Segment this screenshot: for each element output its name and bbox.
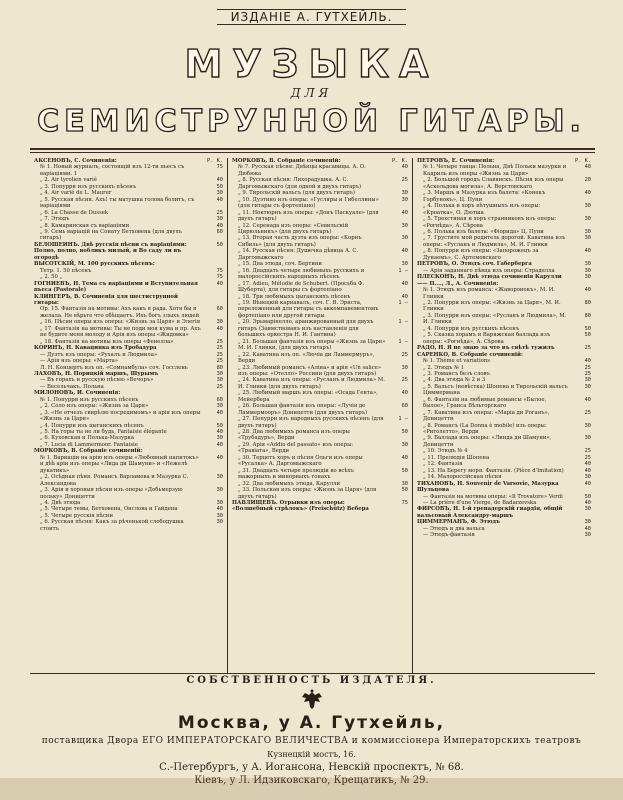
item-price: 30 — [401, 261, 408, 268]
item-title: „ 3. «Не отчезъ свирѣлю посредимомъ» и арія изъ оперы «Жизнь за Царя» — [40, 409, 201, 423]
item-price: 40 — [216, 325, 223, 332]
item-price: 40 — [584, 164, 591, 171]
item-price: 25 — [216, 338, 223, 345]
item-price: 75 — [401, 500, 408, 507]
ownership-notice: СОБСТВЕННОСТЬ ИЗДАТЕЛЯ. — [186, 675, 437, 686]
item-price: 30 — [584, 203, 591, 210]
item-title: — Арія изъ оперы: «Марта» — [40, 358, 119, 365]
item-title: „ 22. Каватина изъ оп. «Лючіа ди Ламмермуръ», Верди — [238, 351, 375, 365]
catalogue-item — [232, 197, 408, 210]
item-title: — Этюдъ-фантазія — [423, 532, 475, 539]
item-title: ГОГНИЕВЪ, Н. Тема съ варіаціями и Вступительная пьеса (Pastorale) — [34, 280, 198, 294]
item-title: „ 4. Два этюда № 2 и 3 — [423, 377, 486, 384]
item-title: „ 6. Русская пѣсня: Какъ за рѣченькой слободушка стоитъ — [40, 519, 184, 532]
item-title: — Арія заданнаго пѣвца изъ оперы: Страделла — [423, 267, 555, 274]
item-title: „ 12. Серенада изъ оперы: «Севильскій Цирюльникъ» (для двухъ гитаръ) — [238, 222, 349, 235]
item-title: —— П...., Л., А. Сочиненія: — [417, 280, 499, 287]
item-title: „ 32. Два любимыхъ этюда, Карулли — [238, 480, 341, 487]
item-title: „ 4. Air varié de L. Maurer — [40, 190, 112, 197]
item-title: „ 2. Air tyrolien varié — [40, 177, 97, 184]
catalogue-item — [232, 223, 408, 236]
imprint-address-petersburg: С.-Петербургъ, у А. Иогансона, Невскій проспектъ, № 68. — [159, 762, 464, 773]
item-price: 60 — [216, 228, 223, 235]
item-title: „ 13. На Берегу моря. Фантазія. (Pièce d'Imitation) — [423, 467, 564, 474]
item-title: „ 16. Двадцать четыре любимыхъ русскихъ и малороссійскихъ народныхъ пѣсенъ — [238, 267, 365, 281]
item-price: 25 — [401, 351, 408, 358]
item-title: „ 10. Этюдъ № 4 — [423, 448, 468, 455]
item-title: ПЕТРОВЪ, Е. Сочиненія: — [417, 158, 495, 164]
item-title: „ 14. Малороссійская пѣсня — [423, 474, 502, 481]
item-price: 25 — [584, 454, 591, 461]
item-title: МОРКОВЪ, В. Собраніе сочиненій: — [232, 158, 341, 164]
item-price: 60 — [401, 403, 408, 410]
item-title: „ 2. Соло изъ оперы: «Жизнь за Царя» — [40, 403, 149, 410]
imprint-city: Москва, у А. Гутхейль, — [177, 713, 446, 733]
item-title: ФИРСОВЪ, Н. 1-й гренадерскій гвардія, общій вальсовый Александру-маршъ — [417, 506, 563, 519]
item-price: 1 — — [398, 416, 408, 423]
catalogue-item — [417, 397, 591, 410]
item-price: 25 — [584, 345, 591, 352]
item-title: „ 23. Любимый романсъ «Аліна» и арія «Un salice» изъ оперы: «Отелло» Россини (для двухъ гитаръ) — [238, 364, 382, 377]
item-title: „ 27. Попурри изъ народныхъ русскихъ пѣсенъ (для двухъ гитаръ) — [238, 416, 384, 429]
item-price: 40 — [401, 280, 408, 287]
item-title: № 1. Попурри изъ русскихъ пѣсенъ — [40, 396, 139, 403]
item-price: Р. К. — [207, 158, 223, 164]
item-title: ТИХАНОВЪ, Н. Souvenir de Varsovie, Мазурка Шульцова — [417, 480, 559, 494]
item-title: — Дуэтъ изъ оперы: «Рухалъ и Людмила» — [40, 351, 158, 358]
item-price: 30 — [584, 216, 591, 223]
item-price: 40 — [401, 293, 408, 300]
item-title: „ 3. Маршъ и Мазурка изъ балета: «Конекъ Горбунокъ», Ц. Пуни — [423, 190, 546, 203]
catalogue-item — [232, 235, 408, 248]
item-title: „ 17. Фантазія на мотивы: Ты не поди моя кума и пр. Ахъ не будите меня молоду и Арія изъ оперы «Жидовка» — [40, 325, 201, 339]
item-title: — La prière d'une Vierge, de Badarzevska — [423, 500, 537, 507]
item-price: 25 — [216, 209, 223, 216]
item-title: „ 5. На горы ты не ли будь, Fantaisie élégante — [40, 429, 167, 436]
item-price: 30 — [584, 435, 591, 442]
item-price: 40 — [401, 390, 408, 397]
item-title: № 7. Русская пѣсня: Двѣнцы красавицы. А. О. Дюбюка — [238, 164, 366, 177]
item-price: 1 — — [398, 299, 408, 306]
item-price: 30 — [584, 261, 591, 268]
item-title: „ 26. Большая фантазія изъ оперы: «Лучія де Ламмермооръ» Доницетти (для двухъ гитаръ) — [238, 403, 368, 416]
item-title: „ 14. Русская пѣсня: Душечка дѣвица А. С. Даргомыжскаго — [238, 248, 359, 261]
catalogue-item — [232, 164, 408, 177]
item-price: 30 — [584, 422, 591, 429]
item-price: 40 — [584, 190, 591, 197]
item-price: 50 — [216, 241, 223, 248]
item-price: 50 — [584, 325, 591, 332]
item-price: 25 — [584, 409, 591, 416]
item-price: 50 — [584, 493, 591, 500]
item-title: „ 25. Любимый маршъ изъ оперы: «Осада Гента», Мейербера — [238, 390, 378, 403]
item-title: КЛИНГЕРЪ, В. Сочиненія для шестиструнной гитары: — [34, 293, 178, 306]
composer-entry — [417, 481, 591, 494]
item-price: 80 — [584, 299, 591, 306]
item-title: „ 5. Вальсъ (невѣстка) Шопена и Тирольскій вальсъ Циммермана — [423, 383, 568, 397]
item-price: 30 — [401, 196, 408, 203]
item-title: „ 2. Большой городъ Славянскъ. Пѣсня изъ оперы «Аскольдова могила», А. Верстовскаго — [423, 177, 564, 190]
item-title: „ 18. Фантазія на мотивы изъ оперы «Фенелла» — [40, 338, 174, 345]
catalogue-item — [417, 532, 591, 538]
title-guitar: СЕМИСТРУННОЙ ГИТАРЫ. — [37, 104, 586, 139]
catalogue-item — [417, 203, 591, 216]
item-price: Р. К. — [575, 158, 591, 164]
item-title: „ 9. Баллада изъ оперы: «Линда ди Шамуни», Доницетти — [423, 435, 552, 448]
item-title: КОРИНЪ, Н. Кавацинка изъ Тробадура — [34, 345, 157, 352]
item-price: 40 — [216, 506, 223, 513]
item-title: „ 6. Фантазія на любимые романсы «Былое, былое», Гранса Вѣльгорскаго — [423, 396, 547, 410]
item-title: ПАВЛИЩЕВЪ. Отрывки изъ оперы: «Волшебный стрѣлокъ» (Freischütz) Вебера — [232, 500, 369, 513]
item-price: 30 — [401, 441, 408, 448]
catalogue-item — [417, 287, 591, 300]
item-title: „ 7. Lucia di Lammermoor. Fantaisie — [40, 441, 138, 448]
item-title: „ 2. 50 „ — [40, 274, 63, 281]
catalogue-item — [232, 281, 408, 294]
item-price: 25 — [584, 448, 591, 455]
item-price: 25 — [401, 377, 408, 384]
item-title: „ 5. Сказка хорамъ и Варяжская баллада изъ оперы: «Рогнѣда», А. Сѣрова — [423, 332, 551, 345]
catalogue-item — [232, 416, 408, 429]
item-price: 30 — [216, 512, 223, 519]
item-price: 40 — [584, 500, 591, 507]
column-3 — [412, 158, 595, 673]
item-price: 30 — [401, 480, 408, 487]
catalogue-item — [417, 332, 591, 345]
item-price: 25 — [216, 383, 223, 390]
item-price: Р. К. — [392, 158, 408, 164]
item-price: 40 — [216, 429, 223, 436]
item-title: „ 7. Этюдъ — [40, 216, 70, 223]
item-title: „ 6. La Chasse de Dussek — [40, 209, 109, 216]
composer-entry — [232, 500, 408, 513]
catalogue-item — [34, 455, 223, 474]
item-price: 30 — [216, 519, 223, 526]
item-title: „ 6. Куховская и Полька-Мазурка — [40, 435, 134, 442]
publisher-label: ИЗДАНІЕ А. ГУТХЕЙЛЬ. — [217, 9, 407, 25]
item-price: 30 — [584, 274, 591, 281]
item-title: „ 8. Камаринская съ варіаціями — [40, 222, 130, 229]
item-title: „ 4. Попурри изъ цыганскихъ пѣсенъ — [40, 422, 144, 429]
catalogue-item — [34, 474, 223, 487]
item-title: „ 5. Трехстиная и хоръ странниковъ изъ оперы: «Рогнѣда», А. Сѣрова — [423, 216, 557, 229]
item-title: ЦИММЕРМАНЪ, Ф. Этюдъ — [417, 519, 501, 526]
item-price: 25 — [216, 358, 223, 365]
publisher-header — [0, 10, 623, 24]
item-title: „ 3. Арія и хоровыя пѣсни изъ оперы «Добьмерзую польку» Доницетти — [40, 487, 183, 500]
top-rule-thin — [30, 152, 595, 153]
column-1 — [30, 158, 227, 673]
item-price: 30 — [216, 377, 223, 384]
catalogue-item — [232, 319, 408, 338]
item-price: 30 — [584, 506, 591, 513]
item-price: 40 — [584, 396, 591, 403]
item-title: „ 4. Двѣ этюда — [40, 500, 81, 507]
catalogue-item — [34, 487, 223, 500]
item-title: РАДО, Н. Я не знаю за что въ свѣтѣ тужилъ — [417, 345, 555, 352]
item-price: 1 — — [398, 319, 408, 326]
item-title: „ 7. Каватина изъ оперы: «Маріа ди Роганъ», Доницетти — [423, 409, 550, 423]
item-title: ПЕТРОВЪ, О. Этюдъ соч. Габерберга — [417, 261, 532, 268]
item-title: МИЛОНОВЪ, И. Сочиненія: — [34, 390, 121, 397]
item-price: 75 — [216, 164, 223, 171]
catalogue-item — [232, 390, 408, 403]
item-price: 40 — [584, 358, 591, 365]
item-title: „ 5. Четыре русскія пѣсни — [40, 512, 113, 519]
item-title: „ 4. Полька и хоръ пѣтушныхъ изъ оперы: «Кроатка», О. Дютша — [423, 203, 541, 216]
catalogue-item — [34, 410, 223, 423]
item-title: АКСЕНОВЪ, С. Сочиненія: — [34, 158, 117, 164]
item-price: 30 — [584, 532, 591, 539]
item-price: 30 — [584, 519, 591, 526]
item-title: „ 29. Арія «Addio del passato» изъ оперы: «Травіата», Верди — [238, 441, 354, 455]
item-price: 40 — [401, 248, 408, 255]
item-title: САРЕНКО, В. Собраніе сочиненій: — [417, 351, 523, 358]
catalogue-item — [232, 377, 408, 390]
item-title: „ 19. Вѣнецкій карнавалъ, соч. Г. В. Эрнста, переложенный для гитары съ аккомпанементомъ фортепіано или другой гитары — [238, 299, 379, 319]
item-title: „ 17. Adieu, Mélodie de Schubert. (Просьба Ф. Шуберта), для гитары съ фортепіано — [238, 280, 365, 294]
item-title: „ 2. Осѣдная пѣня. Романсъ Варламова и Мазурка С. Александова — [40, 474, 189, 487]
item-title: Тетр. 1. 50 пѣсенъ — [40, 267, 92, 274]
item-title: „ 20. Эрьмарінелло, аранжированный для двухъ гитаръ (Заимствованъ изъ наставленія для большихъ оркестра Н. И. Гантина) — [238, 319, 374, 339]
item-title: Ор. 15. Фантазія на мотивы: Ахъ какъ я рада. Хотя бы я желала. Не вѣрьте что обѣщаетъ. Ихъ богъ злыхъ людей — [40, 306, 200, 319]
item-price: 30 — [216, 190, 223, 197]
item-price: 50 — [401, 487, 408, 494]
item-price: 40 — [584, 461, 591, 468]
item-title: „ 16. Пѣсни оперы изъ оперы: «Жизнь за Царя» и Элегія — [40, 319, 201, 326]
item-title: „ 12. Фантазія — [423, 461, 463, 468]
item-price: 25 — [584, 364, 591, 371]
item-title: МОРКОВЪ, В. Собраніе сочиненій: — [34, 448, 143, 455]
catalogue-item — [34, 197, 223, 210]
item-title: ЛАХОВЪ, Н. Порицкій маршъ, Шурымъ — [34, 370, 159, 377]
item-title: „ 3. Попурри изъ оперы: «Русланъ и Людмила», М. И. Глинки — [423, 312, 567, 326]
double-headed-eagle-icon — [298, 689, 326, 711]
item-price: 40 — [216, 280, 223, 287]
item-price: 40 — [216, 409, 223, 416]
item-title: Л. Н. Концертъ изъ оп. «Сомнамбула» соч. Госслень — [40, 364, 188, 371]
item-price: 30 — [401, 364, 408, 371]
item-price: 40 — [401, 164, 408, 171]
catalogue-item — [232, 455, 408, 468]
item-price: 25 — [584, 370, 591, 377]
catalogue-item — [417, 435, 591, 448]
catalogue-columns — [30, 158, 595, 673]
catalogue-item — [232, 403, 408, 416]
item-title: „ 8. Романсъ (La Donna è mobile) изъ оперы: «Риголетто», Верди — [423, 422, 547, 436]
catalogue-item — [417, 248, 591, 261]
item-title: БЕЛОШЕИНЪ. Двѣ русскія пѣсни съ варіаціями: Полно, полно, вобликъ милый, и Во саду ли въ огородѣ — [34, 241, 187, 261]
item-title: „ 31. Двадцать четыре прелюдіи во всѣхъ мажорныхъ и минорныхъ тонахъ — [238, 467, 354, 481]
item-price: 40 — [216, 177, 223, 184]
item-title: ВЫСОТСКІЙ, М. 100 русскихъ пѣсенъ: — [34, 261, 155, 268]
catalogue-item — [417, 164, 591, 177]
item-price: 40 — [401, 209, 408, 216]
item-price: 80 — [216, 364, 223, 371]
item-price: 50 — [584, 332, 591, 339]
item-price: 40 — [584, 287, 591, 294]
item-title: „ 15. Два этюда, соч. Бертини — [238, 261, 322, 268]
item-price: 30 — [216, 487, 223, 494]
item-title: „ 21. Большая фантазія изъ оперы «Жизнь за Царя» М. И. Глинки, (для двухъ гитаръ) — [238, 338, 386, 352]
catalogue-item — [417, 313, 591, 326]
catalogue-item — [34, 519, 223, 532]
item-price: 30 — [216, 370, 223, 377]
catalogue-item — [417, 384, 591, 397]
item-price: 30 — [584, 228, 591, 235]
item-title: „ 24. Каватина изъ оперы: «Русланъ и Людмила» М. И. Глинки (для двухъ гитаръ) — [238, 377, 385, 390]
item-price: 30 — [216, 319, 223, 326]
item-title: „ 9. Семь варіацій на Сонату Бетховена (для двухъ гитаръ) — [40, 228, 182, 242]
catalogue-item — [232, 429, 408, 442]
catalogue-item — [417, 300, 591, 313]
catalogue-item — [232, 487, 408, 500]
catalogue-item — [34, 229, 223, 242]
catalogue-item — [232, 442, 408, 455]
catalogue-item — [34, 326, 223, 339]
item-price: 50 — [216, 422, 223, 429]
catalogue-item — [417, 410, 591, 423]
catalogue-item — [232, 468, 408, 481]
item-price: 30 — [216, 216, 223, 223]
catalogue-item — [417, 423, 591, 436]
composer-entry — [34, 242, 223, 261]
item-price: 75 — [216, 267, 223, 274]
item-title: „ 6. Полька изъ балета: «Фіорида» Ц. Пуни — [423, 228, 544, 235]
item-price: 25 — [216, 345, 223, 352]
composer-entry — [34, 294, 223, 307]
catalogue-item — [34, 306, 223, 319]
item-price: 50 — [401, 429, 408, 436]
item-price: 75 — [216, 274, 223, 281]
item-price: 30 — [216, 500, 223, 507]
catalogue-item — [232, 210, 408, 223]
item-title: — Фантазія на мотивы оперы: «Il Trovatore» Verdi — [423, 493, 563, 500]
item-price: 30 — [584, 377, 591, 384]
item-title: № 1. Вариаціи на арію изъ оперы «Любовный напитокъ» и дѣѣ аріи изъ оперы «Лида ди Шамуни» и «Нежелѣ дукатикъ» — [40, 454, 199, 474]
item-price: 30 — [216, 435, 223, 442]
composer-entry — [34, 281, 223, 294]
item-title: — Въ горахъ и русскую пѣсню «Вечоръ» — [40, 377, 154, 384]
item-title: „ 13. Вторая часть дуэта изъ оперы: «Корнъ Сибиль» (для двухъ гитаръ) — [238, 235, 362, 248]
item-price: 30 — [584, 474, 591, 481]
item-price: 1 — — [398, 338, 408, 345]
item-price: 30 — [584, 235, 591, 242]
catalogue-item — [417, 216, 591, 229]
top-rule — [30, 148, 595, 150]
imprint — [0, 675, 623, 786]
catalogue-item — [232, 365, 408, 378]
item-title: — Этюдъ и два вальса — [423, 525, 485, 532]
item-title: „ 28. Два любимыхъ романса изъ оперы «Трубадуръ», Верди — [238, 429, 350, 442]
item-title: „ 3. Романсъ безъ словъ — [423, 370, 490, 377]
item-price: 30 — [584, 267, 591, 274]
item-price: 40 — [584, 467, 591, 474]
item-title: „ 3. Попурри изъ русскихъ пѣсенъ — [40, 183, 137, 190]
item-title: „ 8. Попурри изъ оперы: «Запорожецъ за Дунаемъ», С. Артемовскаго — [423, 248, 539, 261]
item-price: 40 — [584, 480, 591, 487]
item-title: „ 5. Четыре темы, Бетховена, Онслова и Гайдена — [40, 506, 178, 513]
catalogue-item — [232, 268, 408, 281]
catalogue-item — [417, 235, 591, 248]
item-price: 40 — [216, 222, 223, 229]
item-price: 40 — [216, 441, 223, 448]
item-title: „ 9. Тирольскій вальсъ (для двухъ гитаръ) — [238, 190, 355, 197]
item-title: „ 11. Ноктюрнъ изъ оперы: «Донъ Паскуале» (для двухъ гитаръ) — [238, 209, 379, 223]
item-price: 40 — [584, 248, 591, 255]
item-price: 40 — [216, 454, 223, 461]
item-price: 50 — [216, 183, 223, 190]
item-title: „ 33. Польская изъ оперы: «Жизнь за Царя» (для двухъ гитаръ) — [238, 487, 377, 500]
item-price: 30 — [584, 383, 591, 390]
catalogue-item — [232, 177, 408, 190]
imprint-supplier: поставщика Двора ЕГО ИМПЕРАТОРСКАГО ВЕЛИЧЕСТВА и коммиссіонера Императорскихъ театровъ — [41, 736, 582, 746]
item-title: „ 11. Прелюдія Шопена — [423, 454, 490, 461]
item-title: „ 30. Терцетъ хоръ и пѣсня Ольги изъ оперы «Русалка» А. Даргомыжскаго — [238, 454, 363, 468]
item-price: 60 — [216, 306, 223, 313]
catalogue-item — [232, 352, 408, 365]
item-title: „ 2. Этюдъ № 1 — [423, 364, 465, 371]
catalogue-item — [417, 177, 591, 190]
catalogue-item — [34, 164, 223, 177]
imprint-address-kiev: Кіевъ, у Л. Идзиковскаго, Крещатикъ, № 29. — [194, 775, 429, 786]
column-2 — [227, 158, 412, 673]
title-for: ДЛЯ — [290, 86, 333, 100]
item-price: 30 — [216, 403, 223, 410]
item-title: № 1. Этюдъ изъ романса: «Жаворонокъ», М. И. Глинки — [423, 287, 556, 300]
catalogue-item — [232, 300, 408, 319]
item-title: № 1. Новый журналъ, состоящій изъ 12-ти пьесъ съ варіаціями. 1 — [40, 164, 185, 177]
item-title: „ 4. Попурри изъ русскихъ пѣсенъ — [423, 325, 520, 332]
item-price: 40 — [401, 454, 408, 461]
item-title: „ 2. Попурри изъ оперы: «Жизнь за Царя», М. И. Глинки — [423, 299, 561, 313]
item-title: „ 8. Русская пѣсня: Лихорадушка. А. С. Даргомыжскаго (для одной и двухъ гитаръ) — [238, 177, 362, 190]
catalogue-item — [232, 248, 408, 261]
item-title: — Весельчакъ. Польна — [40, 383, 104, 390]
imprint-address-moscow: Кузнецкій мостъ, 16. — [267, 750, 356, 759]
item-price: 30 — [401, 222, 408, 229]
item-price: 30 — [401, 190, 408, 197]
item-price: 50 — [401, 467, 408, 474]
item-price: 40 — [584, 525, 591, 532]
item-price: 20 — [584, 177, 591, 184]
title-music: МУЗЫКА — [184, 42, 439, 86]
item-price: 30 — [216, 474, 223, 481]
item-price: 40 — [216, 196, 223, 203]
item-title: „ 10. Дуэтино изъ оперы: «Гусляры и Гибеллины» (для гитары съ фортепіано) — [238, 196, 379, 210]
item-price: 25 — [216, 351, 223, 358]
item-price: 30 — [401, 235, 408, 242]
catalogue-item — [417, 190, 591, 203]
item-title: „ 7. Грустите мой родитель дорогой. Каватина изъ оперы: «Русланъ и Людмила», М. И. Глинки — [423, 235, 566, 248]
item-price: 80 — [584, 312, 591, 319]
item-price: 1 — — [398, 267, 408, 274]
item-title: „ 5. Русская пѣсня. Ахъ! ты матушка голова болитъ, съ варіаціями — [40, 196, 195, 210]
item-title: № 1. Четыре танца: Польна, Двѣ Польки мазурки и Кадриль изъ оперы «Жизнь за Царя» — [423, 164, 567, 177]
catalogue-item — [232, 339, 408, 352]
item-price: 25 — [401, 177, 408, 184]
item-title: № 1. Thème et variations — [423, 358, 490, 365]
item-title: „ 18. Три любимыхъ цыганскихъ пѣсенъ — [238, 293, 351, 300]
bottom-rule — [30, 673, 595, 674]
item-price: 60 — [216, 396, 223, 403]
composer-entry — [417, 506, 591, 519]
item-title: ПЛЕСКОНЪ, Н. Двѣ этюда сочиненія Карулли — [417, 274, 562, 281]
